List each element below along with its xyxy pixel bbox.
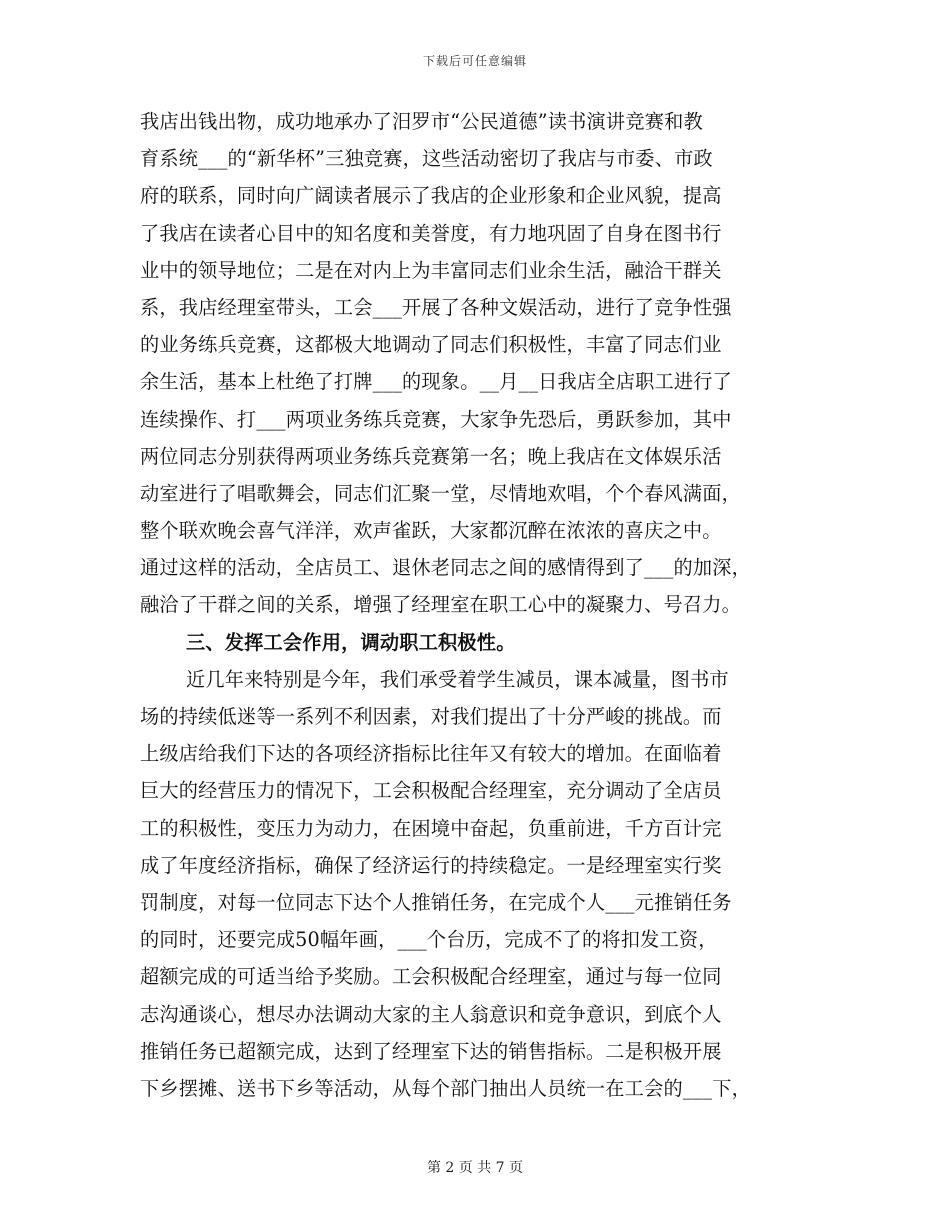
paragraph-line: 育系统___的“新华杯”三独竞赛，这些活动密切了我店与市委、市政 — [140, 147, 713, 171]
paragraph-line: 业中的领导地位；二是在对内上为丰富同志们业余生活，融洽干群关 — [140, 258, 722, 282]
paragraph-line: 工的积极性，变压力为动力，在困境中奋起，负重前进，千方百计完 — [140, 816, 722, 840]
paragraph-line: 成了年度经济指标，确保了经济运行的持续稳定。一是经理室实行奖 — [140, 853, 722, 877]
page-header: 下载后可任意编辑 — [422, 54, 527, 68]
paragraph-line: 融洽了干群之间的关系，增强了经理室在职工心中的凝聚力、号召力。 — [140, 593, 742, 617]
paragraph-line: 的同时，还要完成50幅年画，___个台历，完成不了的将扣发工资， — [140, 928, 718, 952]
paragraph-line: 场的持续低迷等一系列不利因素，对我们提出了十分严峻的挑战。而 — [140, 705, 722, 728]
paragraph-line: 系，我店经理室带头，工会___开展了各种文娱活动，进行了竞争性强 — [140, 295, 732, 319]
paragraph-line: 了我店在读者心目中的知名度和美誉度，有力地巩固了自身在图书行 — [140, 221, 722, 245]
paragraph-line: 志沟通谈心，想尽办法调动大家的主人翁意识和竞争意识，到底个人 — [140, 1002, 722, 1026]
paragraph-line: 近几年来特别是今年，我们承受着学生减员，课本减量，图书市 — [186, 667, 729, 691]
paragraph-line: 两位同志分别获得两项业务练兵竞赛第一名；晚上我店在文体娱乐活 — [140, 444, 722, 468]
paragraph-line: 我店出钱出物，成功地承办了汨罗市“公民道德”读书演讲竞赛和教 — [140, 110, 703, 133]
paragraph-line: 的业务练兵竞赛，这都极大地调动了同志们积极性，丰富了同志们业 — [140, 333, 722, 357]
paragraph-line: 府的联系，同时向广阔读者展示了我店的企业形象和企业风貌，提高 — [140, 184, 722, 208]
paragraph-line: 上级店给我们下达的各项经济指标比往年又有较大的增加。在面临着 — [140, 742, 722, 766]
paragraph-line: 推销任务已超额完成，达到了经理室下达的销售指标。二是积极开展 — [140, 1039, 722, 1063]
document-body — [140, 103, 820, 1107]
paragraph-line: 巨大的经营压力的情况下，工会积极配合经理室，充分调动了全店员 — [140, 779, 722, 803]
paragraph-line: 余生活，基本上杜绝了打牌___的现象。__月__日我店全店职工进行了 — [140, 370, 733, 394]
paragraph-line: 动室进行了唱歌舞会，同志们汇聚一堂，尽情地欢唱，个个春风满面， — [140, 481, 742, 505]
paragraph-line: 超额完成的可适当给予奖励。工会积极配合经理室，通过与每一位同 — [140, 965, 722, 989]
paragraph-line: 下乡摆摊、送书下乡等活动，从每个部门抽出人员统一在工会的___下， — [140, 1076, 752, 1100]
page-footer: 第 2 页 共 7 页 — [426, 1160, 524, 1176]
paragraph-line: 整个联欢晚会喜气洋洋，欢声雀跃，大家都沉醉在浓浓的喜庆之中。 — [140, 519, 722, 543]
section-heading: 三、发挥工会作用，调动职工积极性。 — [186, 630, 516, 654]
paragraph-line: 连续操作、打___两项业务练兵竞赛，大家争先恐后，勇跃参加，其中 — [140, 407, 732, 431]
paragraph-line: 罚制度，对每一位同志下达个人推销任务，在完成个人___元推销任务 — [140, 890, 732, 914]
paragraph-line: 通过这样的活动，全店员工、退休老同志之间的感情得到了___的加深， — [140, 556, 752, 580]
